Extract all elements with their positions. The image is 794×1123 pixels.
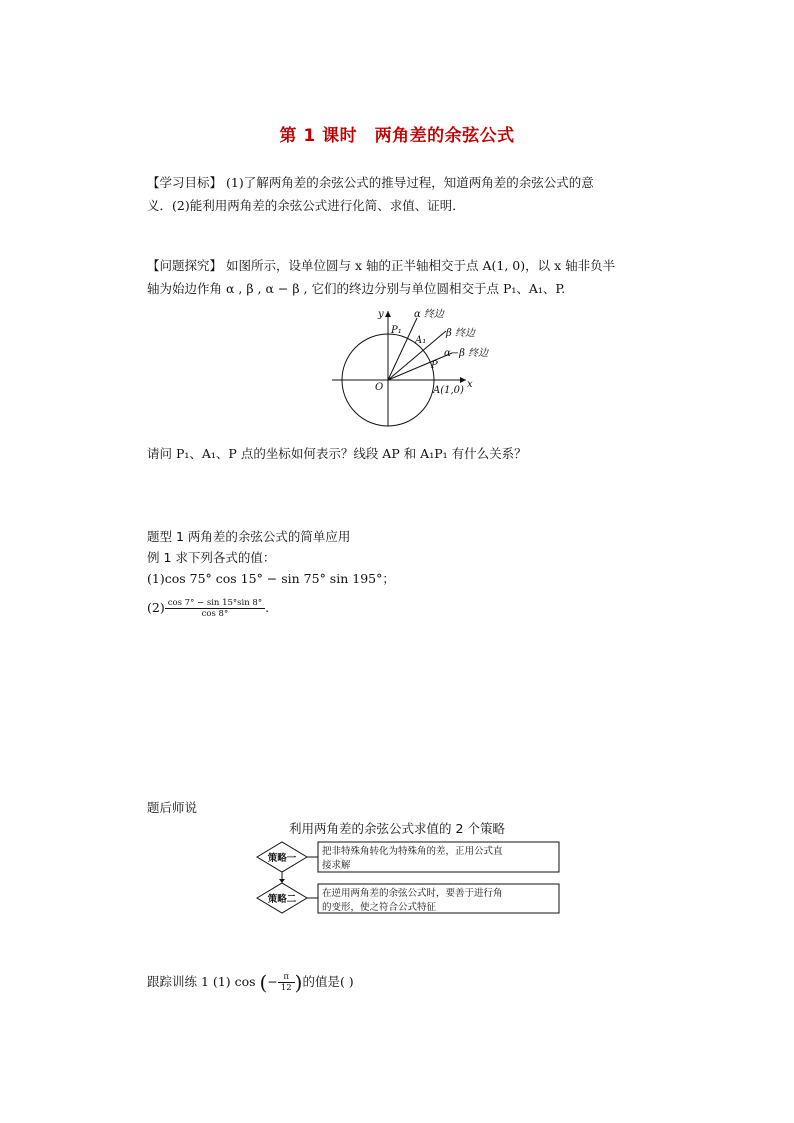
alpha-minus-beta-terminal-side — [388, 353, 452, 380]
objectives-line1 — [147, 172, 594, 194]
x-axis-arrow — [460, 377, 466, 383]
example1-item2-suffix: . — [265, 600, 270, 615]
y-axis-arrow — [385, 311, 391, 317]
objectives-label: 【学习目标】 — [147, 175, 223, 190]
inquiry-line1 — [147, 255, 615, 277]
fraction-denominator: cos 8° — [201, 609, 229, 619]
beta-side-label: β 终边 — [446, 328, 475, 339]
example1-title: 例 1 求下列各式的值： — [147, 550, 276, 565]
p-label: P — [431, 360, 438, 371]
strategy2-text-line1: 在逆用两角差的余弦公式时，要善于进行角 — [322, 888, 503, 899]
example1-item2-prefix: (2) — [147, 600, 165, 615]
practice-minus: − — [267, 974, 278, 989]
inquiry-text1: 如图所示，设单位圆与 x 轴的正半轴相交于点 A(1, 0)，以 x 轴非负半 — [222, 258, 616, 273]
practice-denominator: 12 — [280, 983, 292, 993]
teacher-notes-label: 题后师说 — [147, 800, 198, 815]
alpha-side-label: α 终边 — [414, 309, 444, 320]
inquiry-question: 请问 P₁、A₁、P 点的坐标如何表示？线段 AP 和 A₁P₁ 有什么关系？ — [147, 446, 527, 461]
p1-label: P₁ — [391, 325, 402, 336]
a-label: A(1,0) — [433, 385, 464, 396]
type1-heading: 题型 1 两角差的余弦公式的简单应用 — [147, 529, 351, 544]
page-title: 第 1 课时 两角差的余弦公式 — [279, 126, 515, 146]
unit-circle-figure — [328, 305, 500, 427]
example1-fraction — [165, 598, 265, 619]
strategy1-text-line2: 接求解 — [322, 860, 351, 871]
left-paren: ( — [259, 970, 268, 995]
strategy-diagram — [255, 840, 561, 917]
example1-item2 — [147, 597, 269, 619]
practice-fraction — [278, 972, 295, 993]
practice-numerator: π — [278, 972, 295, 983]
objectives-line2: 义．(2)能利用两角差的余弦公式进行化简、求值、证明． — [147, 198, 465, 213]
strategy2-tag: 策略二 — [267, 894, 297, 905]
inquiry-label: 【问题探究】 — [147, 258, 223, 273]
objectives-text1: (1)了解两角差的余弦公式的推导过程，知道两角差的余弦公式的意 — [222, 175, 594, 190]
y-axis-label: y — [378, 309, 384, 320]
strategy2-text-line2: 的变形，使之符合公式特征 — [322, 902, 437, 913]
inquiry-line2: 轴为始边作角 α , β , α − β , 它们的终边分别与单位圆相交于点 P₁、A₁、P. — [147, 281, 566, 296]
right-paren: ) — [294, 970, 303, 995]
down-arrow — [279, 879, 285, 883]
x-axis-label: x — [467, 379, 473, 390]
strategy1-text-line1: 把非特殊角转化为特殊角的差，正用公式直 — [322, 846, 503, 857]
fraction-numerator: cos 7° − sin 15°sin 8° — [165, 598, 265, 609]
example1-item1: (1)cos 75° cos 15° − sin 75° sin 195°； — [147, 571, 395, 586]
a1-label: A₁ — [415, 335, 427, 346]
alpha-minus-beta-side-label: α−β 终边 — [444, 348, 489, 359]
practice1 — [147, 971, 354, 994]
strategy-diagram-title: 利用两角差的余弦公式求值的 2 个策略 — [289, 821, 505, 836]
strategy1-tag: 策略一 — [267, 853, 297, 864]
origin-label: O — [375, 382, 384, 393]
practice-prefix: 跟踪训练 1 (1) cos — [147, 974, 256, 989]
practice-suffix: 的值是( ) — [302, 974, 354, 989]
